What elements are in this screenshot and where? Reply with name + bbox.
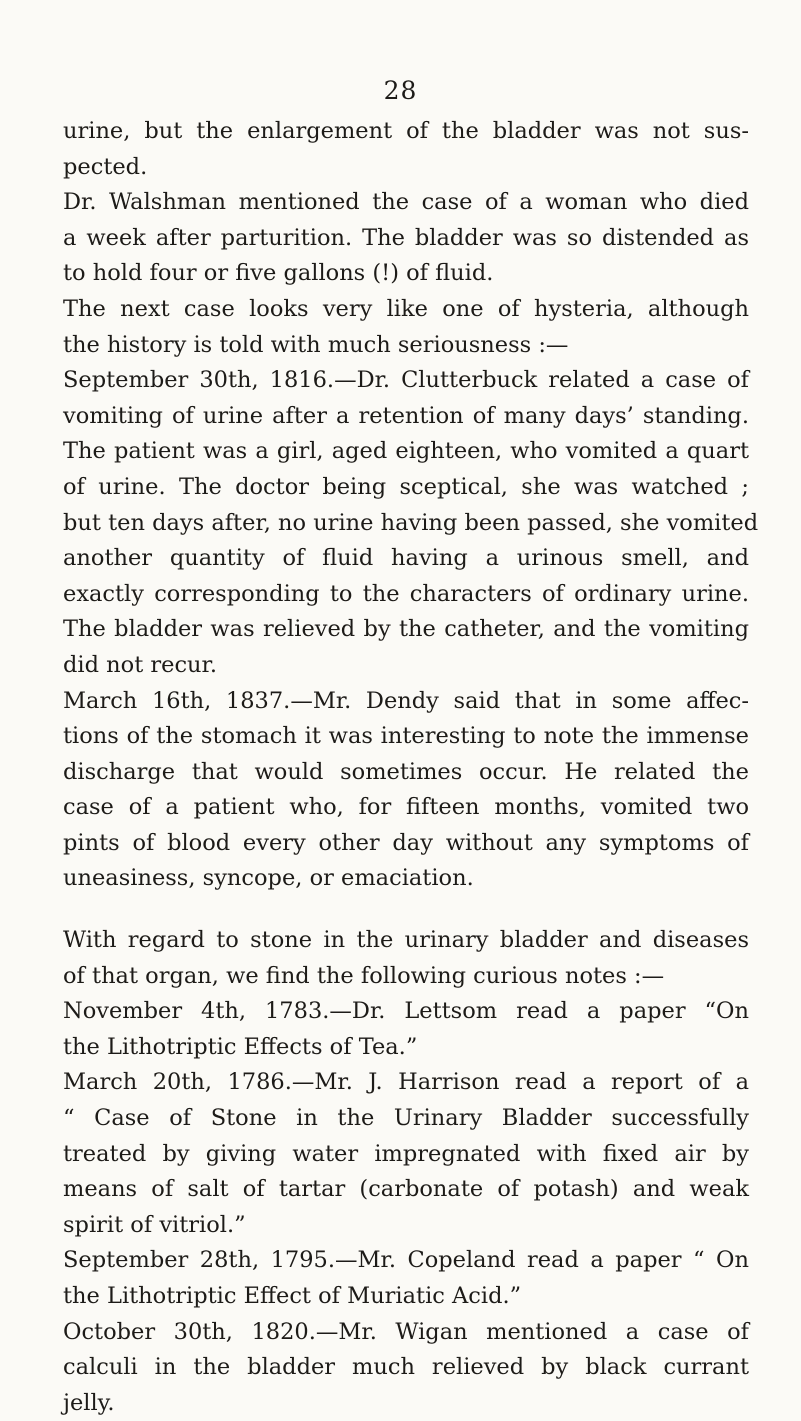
text-line: pints of blood every other day without any symptoms of [63, 829, 749, 856]
text-line: September 30th, 1816.—Dr. Clutterbuck related a case of [63, 367, 749, 394]
text-line: exactly corresponding to the characters of ordinary urine. [63, 580, 749, 607]
text-line: did not recur. [63, 651, 217, 678]
text-line: of urine. The doctor being sceptical, she was watched ; [63, 473, 749, 500]
text-line: March 16th, 1837.—Mr. Dendy said that in some affec- [63, 687, 749, 714]
text-line: March 20th, 1786.—Mr. J. Harrison read a report of a [63, 1069, 749, 1096]
body-text [63, 114, 759, 1421]
text-line: pected. [63, 153, 148, 180]
text-line: The next case looks very like one of hysteria, although [63, 295, 749, 322]
text-line: to hold four or five gallons (!) of fluid. [63, 260, 494, 287]
text-line: The bladder was relieved by the catheter, and the vomiting [63, 616, 749, 643]
text-line: discharge that would sometimes occur. He related the [63, 758, 749, 785]
text-line: The patient was a girl, aged eighteen, who vomited a quart [63, 438, 749, 465]
text-line: means of salt of tartar (carbonate of potash) and weak [63, 1176, 749, 1203]
text-line: a week after parturition. The bladder was so distended as [63, 224, 749, 251]
text-line: of that organ, we find the following curious notes :— [63, 962, 665, 989]
text-line: the Lithotriptic Effect of Muriatic Acid.” [63, 1283, 522, 1309]
paragraph-gap [63, 897, 749, 923]
text-line: vomiting of urine after a retention of many days’ standing. [63, 402, 749, 429]
text-line: With regard to stone in the urinary bladder and diseases [63, 927, 749, 954]
text-line: urine, but the enlargement of the bladder was not sus- [63, 118, 749, 144]
text-line: tions of the stomach it was interesting to note the immense [63, 723, 749, 750]
text-line: another quantity of fluid having a urinous smell, and [63, 545, 749, 572]
text-line: treated by giving water impregnated with fixed air by [63, 1140, 749, 1167]
text-line: the Lithotriptic Effects of Tea.” [63, 1033, 418, 1060]
text-line: uneasiness, syncope, or emaciation. [63, 865, 474, 892]
text-line: “ Case of Stone in the Urinary Bladder successfully [63, 1105, 749, 1132]
text-line: but ten days after, no urine having been passed, she vomited [63, 509, 759, 536]
text-line: calculi in the bladder much relieved by black currant [63, 1354, 749, 1381]
text-line: November 4th, 1783.—Dr. Lettsom read a paper “On [63, 998, 749, 1025]
text-line: Dr. Walshman mentioned the case of a woman who died [63, 189, 749, 216]
text-line: jelly. [63, 1389, 115, 1416]
text-line: the history is told with much seriousness :— [63, 331, 569, 358]
text-line: spirit of vitriol.” [63, 1211, 246, 1238]
page-number: 28 [383, 76, 418, 105]
text-line: case of a patient who, for fifteen months, vomited two [63, 794, 749, 821]
text-line: September 28th, 1795.—Mr. Copeland read a paper “ On [63, 1247, 749, 1274]
text-line: October 30th, 1820.—Mr. Wigan mentioned a case of [63, 1318, 749, 1345]
